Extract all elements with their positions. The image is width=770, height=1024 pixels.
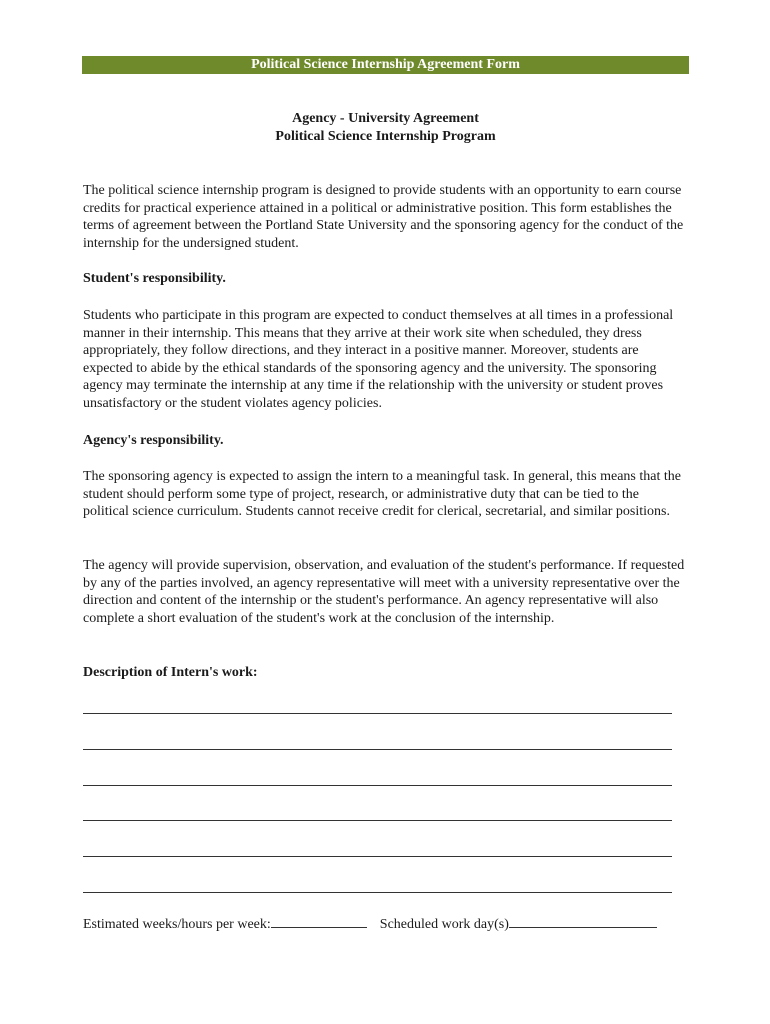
work-days-field[interactable] xyxy=(509,913,657,928)
description-line-6[interactable] xyxy=(83,892,672,893)
intro-paragraph: The political science internship program is designed to provide students with an opportunity to earn course credits for practical experience attained in a political or administrative position. This form establishes the terms of agreement between the Portland State University and the sponsoring agency for the conduct of the internship for the undersigned student. xyxy=(83,183,684,251)
description-line-3[interactable] xyxy=(83,785,672,786)
work-days-label: Scheduled work day(s) xyxy=(379,917,509,932)
agency-responsibility-text: The sponsoring agency is expected to assign the intern to a meaningful task. In general, this means that the student should perform some type of project, research, or administrative duty that can be tied to the political science curriculum. Students cannot receive credit for clerical, secretarial, and similar positions. xyxy=(83,469,681,520)
description-line-4[interactable] xyxy=(83,820,672,821)
description-line-1[interactable] xyxy=(83,713,672,714)
agency-responsibility-heading: Agency's responsibility. xyxy=(83,433,224,448)
description-line-5[interactable] xyxy=(83,856,672,857)
weeks-hours-label: Estimated weeks/hours per week: xyxy=(83,917,271,932)
weeks-hours-field[interactable] xyxy=(271,913,367,928)
form-title-banner: Political Science Internship Agreement Form xyxy=(82,56,689,74)
schedule-row xyxy=(83,913,657,934)
program-heading: Political Science Internship Program xyxy=(275,129,496,144)
description-heading: Description of Intern's work: xyxy=(83,665,258,680)
description-line-2[interactable] xyxy=(83,749,672,750)
student-responsibility-text: Students who participate in this program are expected to conduct themselves at all times in a professional manner in their internship. This means that they arrive at their work site when scheduled, they dress appropriately, they follow directions, and they interact in a positive manner. Moreover, students are expected to abide by the ethical standards of the sponsoring agency and the university. The sponsoring agency may terminate the internship at any time if the relationship with the university or student proves unsatisfactory or the student violates agency policies. xyxy=(83,308,674,411)
agency-supervision-text: The agency will provide supervision, observation, and evaluation of the student's performance. If requested by any of the parties involved, an agency representative will meet with a university representative over the direction and content of the internship or the student's performance. An agency representative will also complete a short evaluation of the student's work at the conclusion of the internship. xyxy=(83,558,685,626)
agreement-heading: Agency - University Agreement xyxy=(292,111,479,126)
student-responsibility-heading: Student's responsibility. xyxy=(83,271,226,286)
